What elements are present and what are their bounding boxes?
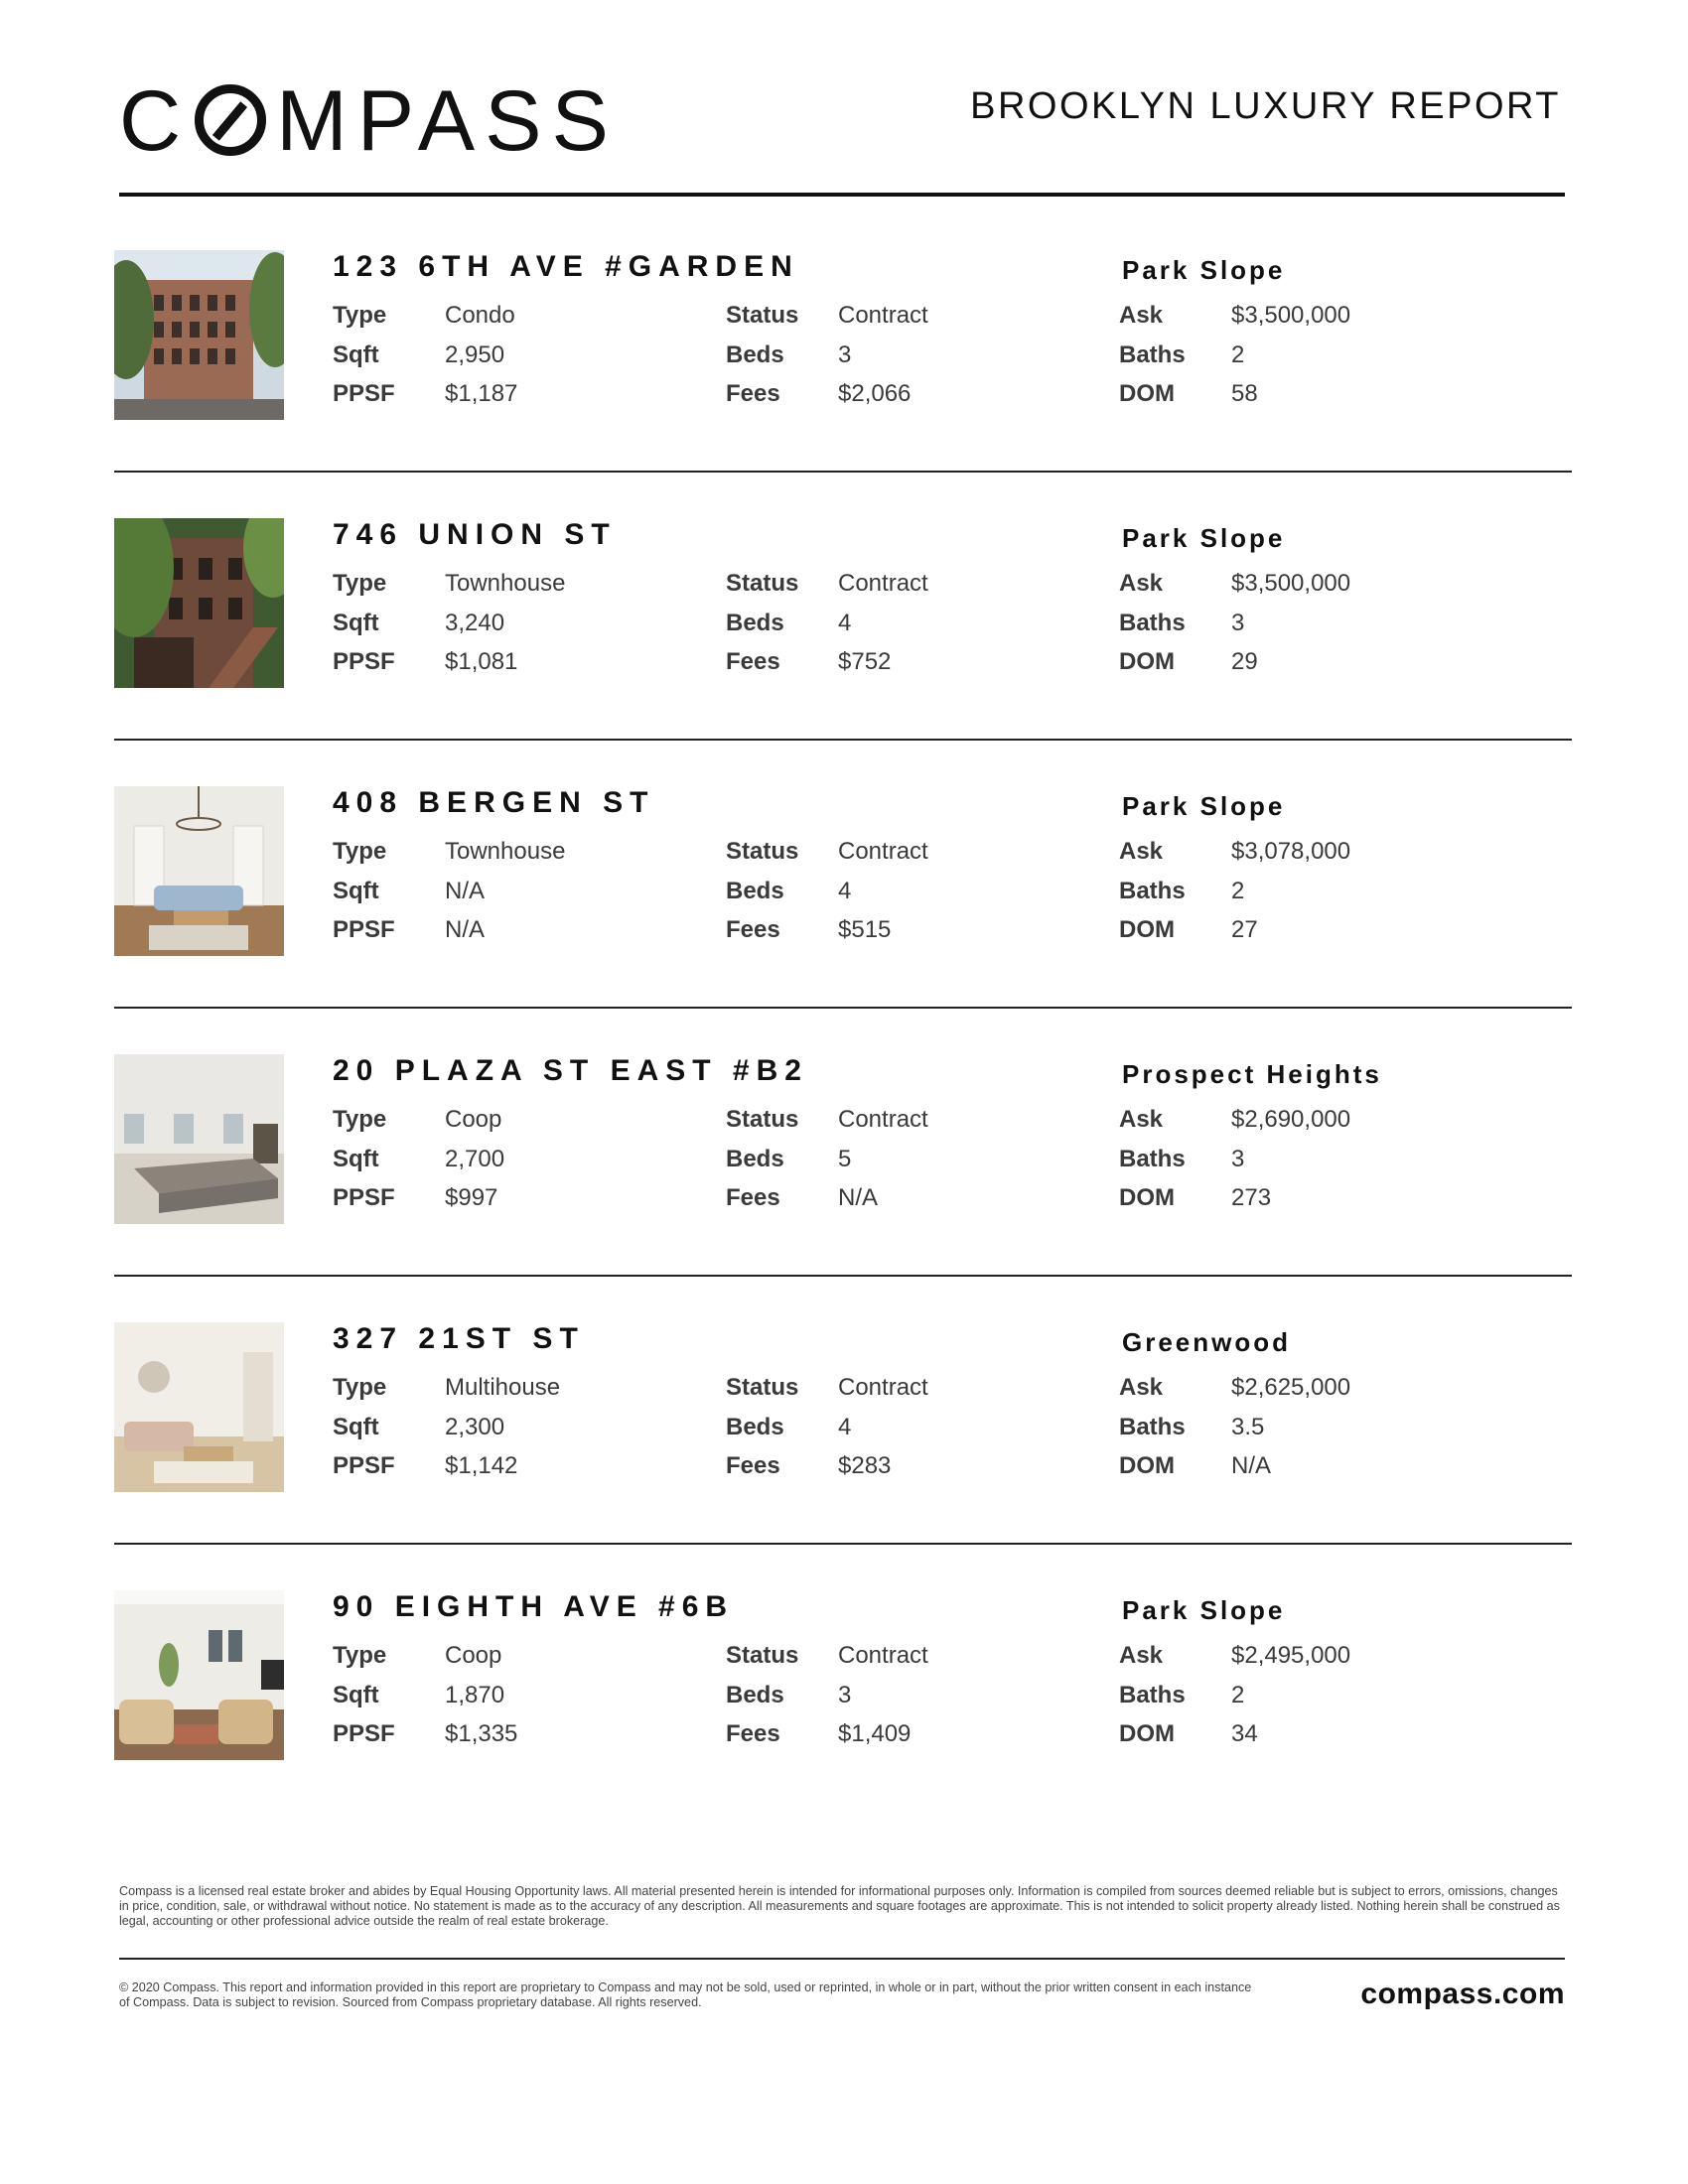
listing-item <box>114 1590 1572 1858</box>
footer-divider <box>119 1958 1565 1960</box>
beds-value: 3 <box>838 1682 852 1708</box>
sqft-label: Sqft <box>333 878 379 904</box>
sqft-value: 3,240 <box>445 610 505 636</box>
status-value: Contract <box>838 570 928 597</box>
status-value: Contract <box>838 1106 928 1133</box>
listing-photo <box>114 1322 284 1492</box>
type-value: Townhouse <box>445 570 566 597</box>
beds-label: Beds <box>726 341 784 368</box>
status-label: Status <box>726 838 799 865</box>
sqft-label: Sqft <box>333 1146 379 1172</box>
baths-label: Baths <box>1119 878 1186 904</box>
type-label: Type <box>333 1642 387 1669</box>
dom-value: 29 <box>1231 648 1258 675</box>
ppsf-label: PPSF <box>333 648 395 675</box>
dom-value: 27 <box>1231 916 1258 943</box>
type-value: Condo <box>445 302 515 329</box>
dom-label: DOM <box>1119 1452 1175 1479</box>
sqft-label: Sqft <box>333 341 379 368</box>
ppsf-label: PPSF <box>333 380 395 407</box>
dom-value: 273 <box>1231 1184 1272 1211</box>
baths-value: 3 <box>1231 1146 1245 1172</box>
listing-neighborhood: Park Slope <box>1122 1595 1286 1625</box>
dom-label: DOM <box>1119 1720 1175 1747</box>
ask-value: $2,625,000 <box>1231 1374 1351 1401</box>
listing-item <box>114 786 1572 1054</box>
baths-label: Baths <box>1119 610 1186 636</box>
listing-neighborhood: Park Slope <box>1122 255 1286 285</box>
sqft-value: 2,950 <box>445 341 505 368</box>
ppsf-label: PPSF <box>333 1452 395 1479</box>
sqft-value: 2,700 <box>445 1146 505 1172</box>
compass-o-mark-icon <box>195 84 266 156</box>
type-label: Type <box>333 302 387 329</box>
copyright-notice: © 2020 Compass. This report and information provided in this report are proprietary to Compass and may not be sold, used or reprinted, in whole or in part, without the prior written consent in each instance of Compass. Data is subject to revision. Sourced from Compass proprietary database. All rights reserved. <box>119 1980 1252 2009</box>
fees-value: $515 <box>838 916 892 943</box>
fees-value: $1,409 <box>838 1720 912 1747</box>
ppsf-value: $1,142 <box>445 1452 518 1479</box>
ppsf-label: PPSF <box>333 916 395 943</box>
ask-label: Ask <box>1119 302 1164 329</box>
listing-address: 90 EIGHTH AVE #6B <box>333 1590 735 1623</box>
beds-label: Beds <box>726 1414 784 1440</box>
ask-value: $3,078,000 <box>1231 838 1351 865</box>
sqft-value: 2,300 <box>445 1414 505 1440</box>
ppsf-value: $1,335 <box>445 1720 518 1747</box>
baths-value: 3 <box>1231 610 1245 636</box>
fees-value: N/A <box>838 1184 879 1211</box>
type-label: Type <box>333 838 387 865</box>
type-value: Coop <box>445 1642 502 1669</box>
dom-value: N/A <box>1231 1452 1272 1479</box>
fees-value: $2,066 <box>838 380 912 407</box>
listing-item <box>114 1322 1572 1590</box>
listing-neighborhood: Greenwood <box>1122 1327 1292 1357</box>
sqft-label: Sqft <box>333 1682 379 1708</box>
listing-photo <box>114 1590 284 1760</box>
status-value: Contract <box>838 1374 928 1401</box>
dom-label: DOM <box>1119 916 1175 943</box>
listing-divider <box>114 1007 1572 1009</box>
listing-divider <box>114 1275 1572 1277</box>
status-label: Status <box>726 1106 799 1133</box>
baths-value: 2 <box>1231 878 1245 904</box>
ask-value: $3,500,000 <box>1231 570 1351 597</box>
beds-label: Beds <box>726 1146 784 1172</box>
listing-address: 123 6TH AVE #GARDEN <box>333 250 799 283</box>
fees-label: Fees <box>726 380 780 407</box>
ppsf-label: PPSF <box>333 1720 395 1747</box>
listing-address: 20 PLAZA ST EAST #B2 <box>333 1054 808 1087</box>
type-label: Type <box>333 570 387 597</box>
listing-item <box>114 518 1572 786</box>
status-value: Contract <box>838 838 928 865</box>
ask-label: Ask <box>1119 1106 1164 1133</box>
listing-divider <box>114 471 1572 473</box>
baths-label: Baths <box>1119 341 1186 368</box>
ask-label: Ask <box>1119 1374 1164 1401</box>
status-label: Status <box>726 1642 799 1669</box>
ppsf-value: $997 <box>445 1184 498 1211</box>
fees-label: Fees <box>726 1452 780 1479</box>
listing-item <box>114 1054 1572 1322</box>
beds-label: Beds <box>726 610 784 636</box>
baths-label: Baths <box>1119 1414 1186 1440</box>
beds-value: 3 <box>838 341 852 368</box>
listing-divider <box>114 739 1572 741</box>
report-title: BROOKLYN LUXURY REPORT <box>970 85 1561 127</box>
baths-value: 2 <box>1231 1682 1245 1708</box>
dom-label: DOM <box>1119 380 1175 407</box>
dom-value: 58 <box>1231 380 1258 407</box>
beds-value: 4 <box>838 1414 852 1440</box>
type-value: Coop <box>445 1106 502 1133</box>
fees-label: Fees <box>726 916 780 943</box>
ask-label: Ask <box>1119 838 1164 865</box>
status-value: Contract <box>838 302 928 329</box>
ppsf-value: N/A <box>445 916 486 943</box>
ask-value: $2,495,000 <box>1231 1642 1351 1669</box>
beds-label: Beds <box>726 878 784 904</box>
listing-photo <box>114 518 284 688</box>
status-label: Status <box>726 570 799 597</box>
listing-photo <box>114 1054 284 1224</box>
listing-item <box>114 250 1572 518</box>
listing-divider <box>114 1543 1572 1545</box>
ppsf-value: $1,081 <box>445 648 518 675</box>
type-value: Multihouse <box>445 1374 561 1401</box>
beds-label: Beds <box>726 1682 784 1708</box>
dom-label: DOM <box>1119 648 1175 675</box>
baths-label: Baths <box>1119 1146 1186 1172</box>
ppsf-label: PPSF <box>333 1184 395 1211</box>
fees-label: Fees <box>726 648 780 675</box>
beds-value: 4 <box>838 610 852 636</box>
beds-value: 5 <box>838 1146 852 1172</box>
status-label: Status <box>726 1374 799 1401</box>
dom-value: 34 <box>1231 1720 1258 1747</box>
fees-value: $752 <box>838 648 892 675</box>
status-value: Contract <box>838 1642 928 1669</box>
fees-value: $283 <box>838 1452 892 1479</box>
ppsf-value: $1,187 <box>445 380 518 407</box>
type-label: Type <box>333 1374 387 1401</box>
listing-photo <box>114 250 284 420</box>
listing-address: 327 21ST ST <box>333 1322 585 1355</box>
fees-label: Fees <box>726 1184 780 1211</box>
ask-value: $3,500,000 <box>1231 302 1351 329</box>
listing-neighborhood: Park Slope <box>1122 791 1286 821</box>
listing-address: 408 BERGEN ST <box>333 786 655 819</box>
baths-value: 2 <box>1231 341 1245 368</box>
baths-value: 3.5 <box>1231 1414 1265 1440</box>
website-link[interactable]: compass.com <box>1360 1978 1565 2010</box>
sqft-label: Sqft <box>333 1414 379 1440</box>
type-label: Type <box>333 1106 387 1133</box>
sqft-value: 1,870 <box>445 1682 505 1708</box>
listing-address: 746 UNION ST <box>333 518 617 551</box>
sqft-label: Sqft <box>333 610 379 636</box>
status-label: Status <box>726 302 799 329</box>
sqft-value: N/A <box>445 878 486 904</box>
listing-neighborhood: Park Slope <box>1122 523 1286 553</box>
ask-value: $2,690,000 <box>1231 1106 1351 1133</box>
dom-label: DOM <box>1119 1184 1175 1211</box>
listing-neighborhood: Prospect Heights <box>1122 1059 1382 1089</box>
header-divider <box>119 193 1565 197</box>
compass-logo: C MPASS <box>119 73 619 169</box>
listing-photo <box>114 786 284 956</box>
baths-label: Baths <box>1119 1682 1186 1708</box>
listings-list <box>114 250 1572 1858</box>
beds-value: 4 <box>838 878 852 904</box>
fees-label: Fees <box>726 1720 780 1747</box>
ask-label: Ask <box>1119 1642 1164 1669</box>
ask-label: Ask <box>1119 570 1164 597</box>
type-value: Townhouse <box>445 838 566 865</box>
report-header <box>119 73 1565 169</box>
legal-disclaimer: Compass is a licensed real estate broker and abides by Equal Housing Opportunity laws. All material presented herein is intended for informational purposes only. Information is compiled from sources deemed reliable but is subject to errors, omissions, changes in price, condition, sale, or withdrawal without notice. No statement is made as to the accuracy of any description. All measurements and square footages are approximate. This is not intended to solicit property already listed. Nothing herein shall be construed as legal, accounting or other professional advice outside the realm of real estate brokerage. <box>119 1884 1560 1928</box>
